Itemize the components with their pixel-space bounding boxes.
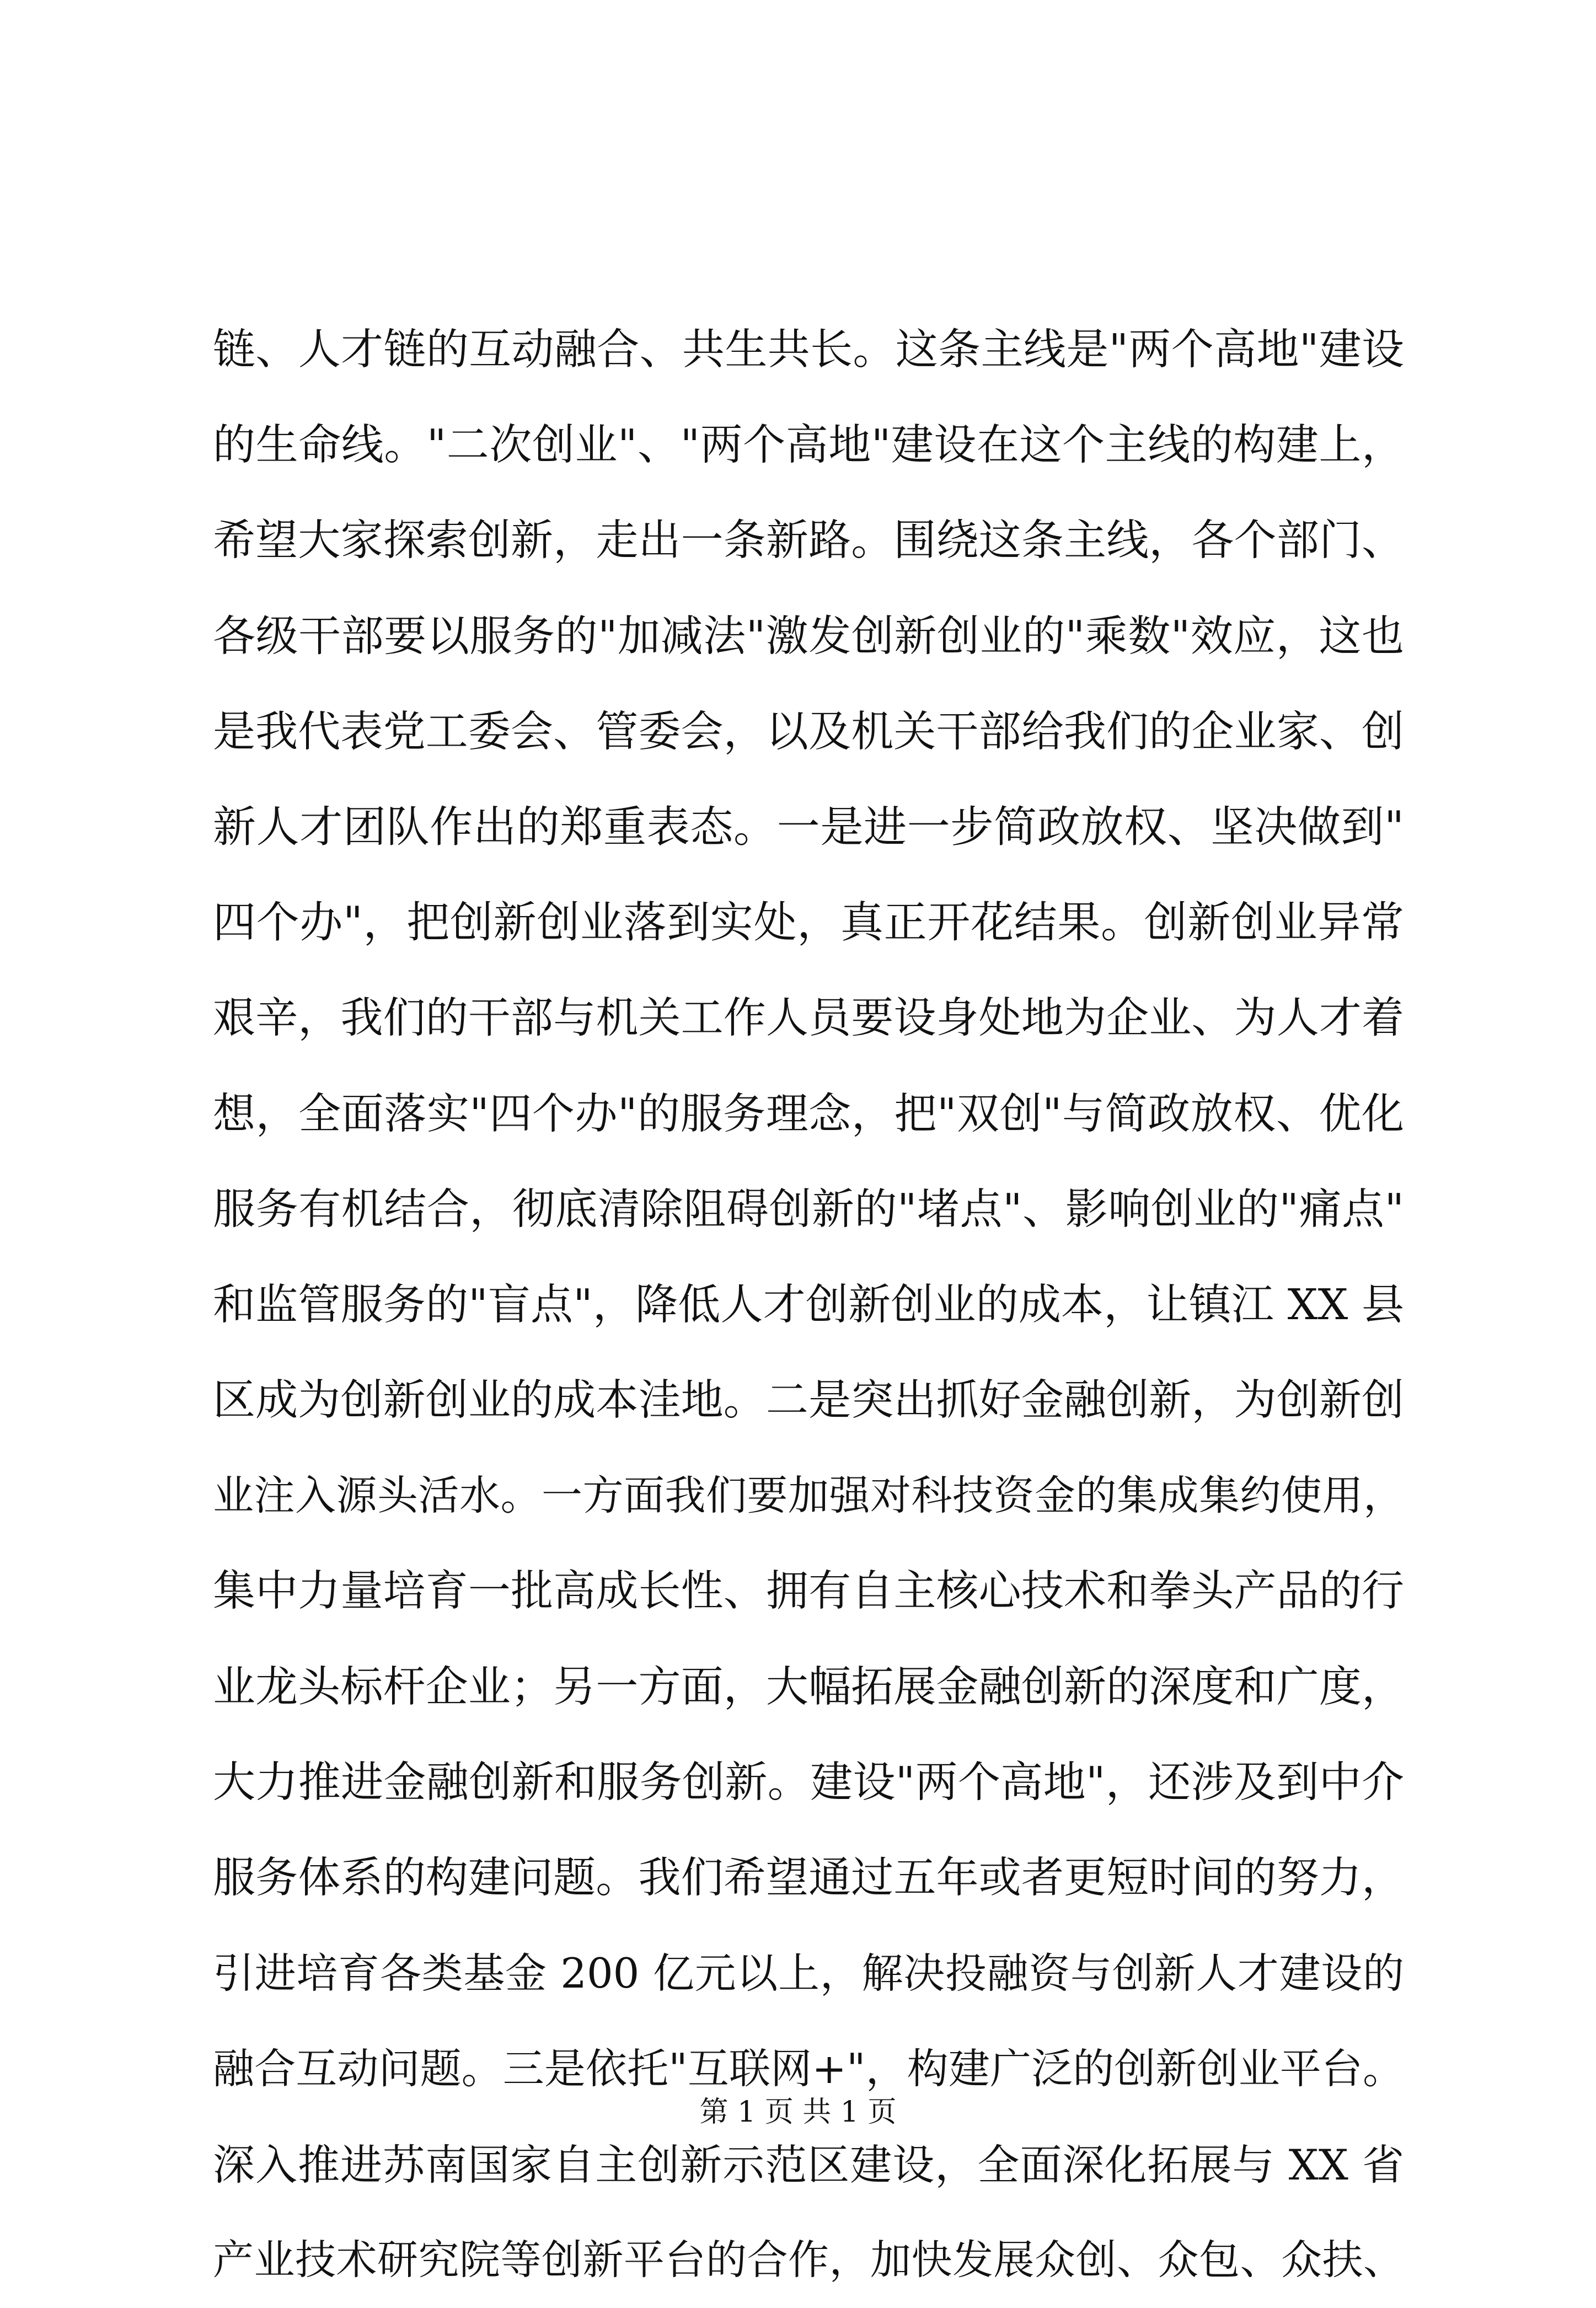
text-line: 服务有机结合，彻底清除阻碍创新的"堵点"、影响创业的"痛点" — [213, 1185, 1404, 1234]
text-line: 服务体系的构建问题。我们希望通过五年或者更短时间的努力， — [213, 1854, 1404, 1903]
text-line: 各级干部要以服务的"加减法"激发创新创业的"乘数"效应，这也 — [213, 612, 1404, 661]
body-text — [213, 302, 1404, 2308]
text-line: 深入推进苏南国家自主创新示范区建设，全面深化拓展与 XX 省 — [213, 2140, 1404, 2189]
text-line: 产业技术研究院等创新平台的合作，加快发展众创、众包、众扶、 — [213, 2236, 1404, 2284]
text-line: 和监管服务的"盲点"，降低人才创新创业的成本，让镇江 XX 县 — [213, 1280, 1404, 1330]
text-line: 链、人才链的互动融合、共生共长。这条主线是"两个高地"建设 — [213, 325, 1404, 374]
text-line: 集中力量培育一批高成长性、拥有自主核心技术和拳头产品的行 — [213, 1567, 1404, 1616]
text-line: 新人才团队作出的郑重表态。一是进一步简政放权、坚决做到" — [213, 802, 1404, 852]
text-line: 艰辛，我们的干部与机关工作人员要设身处地为企业、为人才着 — [213, 994, 1404, 1043]
text-line: 想，全面落实"四个办"的服务理念，把"双创"与简政放权、优化 — [213, 1089, 1404, 1139]
text-line: 业龙头标杆企业；另一方面，大幅拓展金融创新的深度和广度， — [213, 1662, 1404, 1712]
page-number-label: 第 1 页 共 1 页 — [699, 2096, 897, 2129]
page-footer — [0, 2093, 1596, 2132]
text-line: 是我代表党工委会、管委会，以及机关干部给我们的企业家、创 — [213, 707, 1404, 757]
text-line: 大力推进金融创新和服务创新。建设"两个高地"，还涉及到中介 — [213, 1758, 1404, 1807]
text-line: 融合互动问题。三是依托"互联网+"，构建广泛的创新创业平台。 — [213, 2044, 1404, 2093]
text-line: 希望大家探索创新，走出一条新路。围绕这条主线，各个部门、 — [213, 516, 1404, 566]
text-line: 区成为创新创业的成本洼地。二是突出抓好金融创新，为创新创 — [213, 1376, 1404, 1426]
text-line: 业注入源头活水。一方面我们要加强对科技资金的集成集约使用， — [213, 1472, 1404, 1520]
text-line: 引进培育各类基金 200 亿元以上，解决投融资与创新人才建设的 — [213, 1949, 1404, 1998]
text-line: 四个办"，把创新创业落到实处，真正开花结果。创新创业异常 — [213, 898, 1404, 948]
text-line: 的生命线。"二次创业"、"两个高地"建设在这个主线的构建上， — [213, 421, 1404, 470]
